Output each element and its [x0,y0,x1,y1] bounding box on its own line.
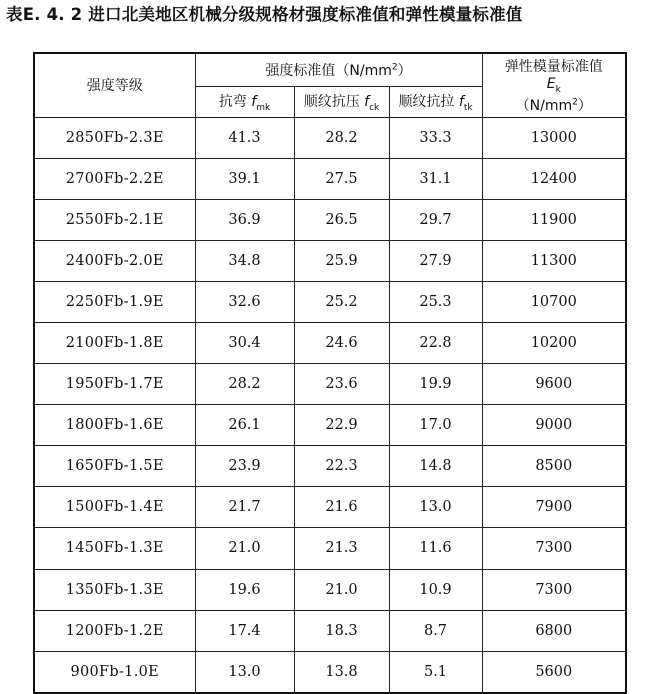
ek-cell: 6800 [482,610,626,651]
ek-cell: 9600 [482,364,626,405]
ek-cell: 10700 [482,281,626,322]
ftk-cell: 29.7 [389,199,482,240]
ek-cell: 12400 [482,158,626,199]
grade-cell: 1350Fb-1.3E [34,569,195,610]
fck-cell: 28.2 [294,117,389,158]
fmk-cell: 26.1 [195,405,294,446]
grade-cell: 1950Fb-1.7E [34,364,195,405]
fmk-cell: 13.0 [195,651,294,693]
ek-cell: 8500 [482,446,626,487]
fmk-cell: 28.2 [195,364,294,405]
fck-cell: 24.6 [294,322,389,363]
grade-cell: 1800Fb-1.6E [34,405,195,446]
ftk-cell: 5.1 [389,651,482,693]
ftk-cell: 13.0 [389,487,482,528]
table-row [34,487,626,528]
table-row [34,364,626,405]
ftk-cell: 17.0 [389,405,482,446]
table-row [34,199,626,240]
grade-cell: 2700Fb-2.2E [34,158,195,199]
ek-cell: 7300 [482,569,626,610]
table-row [34,610,626,651]
fmk-cell: 36.9 [195,199,294,240]
ftk-cell: 33.3 [389,117,482,158]
ek-cell: 11900 [482,199,626,240]
fck-cell: 18.3 [294,610,389,651]
fck-cell: 21.6 [294,487,389,528]
table-row [34,651,626,693]
fmk-cell: 17.4 [195,610,294,651]
fmk-cell: 32.6 [195,281,294,322]
grade-cell: 1650Fb-1.5E [34,446,195,487]
fck-cell: 23.6 [294,364,389,405]
table-row [34,240,626,281]
table-row [34,569,626,610]
header-grade: 强度等级 [34,53,195,117]
ftk-cell: 10.9 [389,569,482,610]
grade-cell: 2250Fb-1.9E [34,281,195,322]
fmk-cell: 39.1 [195,158,294,199]
ek-cell: 7900 [482,487,626,528]
table-row [34,405,626,446]
strength-table [33,52,627,694]
ftk-cell: 22.8 [389,322,482,363]
fck-cell: 21.0 [294,569,389,610]
header-bending: 抗弯 $f_{mk}$ [195,86,294,117]
fmk-cell: 21.7 [195,487,294,528]
fmk-cell: 30.4 [195,322,294,363]
ftk-cell: 27.9 [389,240,482,281]
table-title: 表E. 4. 2 进口北美地区机械分级规格材强度标准值和弹性模量标准值 [6,5,523,24]
table-row [34,158,626,199]
grade-cell: 2550Fb-2.1E [34,199,195,240]
fck-cell: 25.9 [294,240,389,281]
grade-cell: 2850Fb-2.3E [34,117,195,158]
ek-cell: 10200 [482,322,626,363]
ek-cell: 9000 [482,405,626,446]
table-row [34,528,626,569]
fck-cell: 22.3 [294,446,389,487]
fck-cell: 21.3 [294,528,389,569]
ftk-cell: 25.3 [389,281,482,322]
fck-cell: 27.5 [294,158,389,199]
ftk-cell: 31.1 [389,158,482,199]
ek-cell: 7300 [482,528,626,569]
fck-cell: 13.8 [294,651,389,693]
fmk-cell: 21.0 [195,528,294,569]
grade-cell: 2100Fb-1.8E [34,322,195,363]
grade-cell: 1200Fb-1.2E [34,610,195,651]
fck-cell: 25.2 [294,281,389,322]
table-row [34,322,626,363]
fmk-cell: 23.9 [195,446,294,487]
header-strength-group: 强度标准值$(N/mm^2)$ [195,53,482,86]
table-row [34,281,626,322]
grade-cell: 1500Fb-1.4E [34,487,195,528]
header-modulus: 弹性模量标准值 $E_k$ $(N/mm^2)$ [482,53,626,117]
table-row [34,117,626,158]
ftk-cell: 11.6 [389,528,482,569]
fmk-cell: 19.6 [195,569,294,610]
table-row [34,446,626,487]
ek-cell: 13000 [482,117,626,158]
ftk-cell: 19.9 [389,364,482,405]
grade-cell: 2400Fb-2.0E [34,240,195,281]
ftk-cell: 14.8 [389,446,482,487]
fck-cell: 26.5 [294,199,389,240]
header-tension: 顺纹抗拉 $f_{tk}$ [389,86,482,117]
fck-cell: 22.9 [294,405,389,446]
header-compression: 顺纹抗压 $f_{ck}$ [294,86,389,117]
ek-cell: 11300 [482,240,626,281]
grade-cell: 1450Fb-1.3E [34,528,195,569]
fmk-cell: 34.8 [195,240,294,281]
ek-cell: 5600 [482,651,626,693]
fmk-cell: 41.3 [195,117,294,158]
ftk-cell: 8.7 [389,610,482,651]
grade-cell: 900Fb-1.0E [34,651,195,693]
